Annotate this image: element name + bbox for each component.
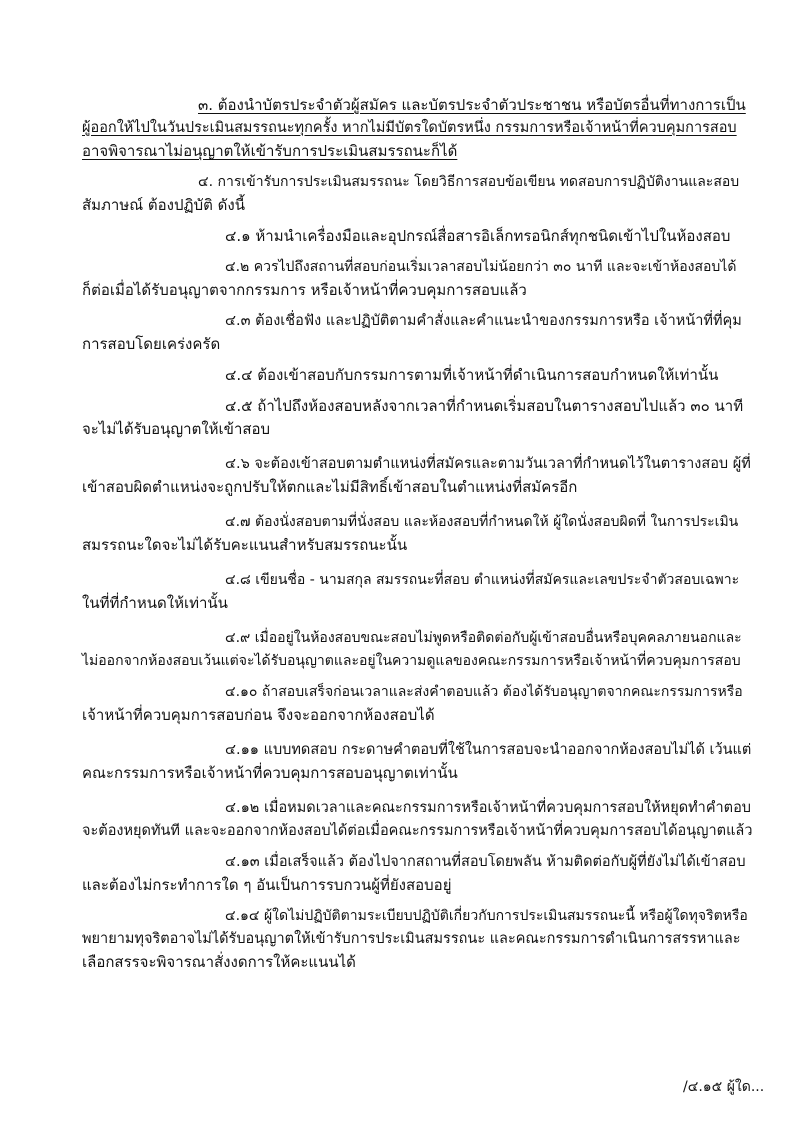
rule-3-line-3: อาจพิจารณาไม่อนุญาตให้เข้ารับการประเมินสมรรถนะก็ได้ (82, 142, 458, 160)
rule-4-5 (82, 395, 754, 441)
rule-4-2-line-1: ๔.๒ ควรไปถึงสถานที่สอบก่อนเริ่มเวลาสอบไม่น้อยกว่า ๓๐ นาที และจะเข้าห้องสอบได้ (225, 259, 737, 275)
rule-3-line-2: ผู้ออกให้ไปในวันประเมินสมรรถนะทุกครั้ง หากไม่มีบัตรใดบัตรหนึ่ง กรรมการหรือเจ้าหน้าที่ควบคุมการสอบ (82, 120, 737, 136)
rule-4-line-1: ๔. การเข้ารับการประเมินสมรรถนะ โดยวิธีการสอบข้อเขียน ทดสอบการปฏิบัติงานและสอบ (198, 174, 740, 190)
page-continuation-note: /๔.๑๕ ผู้ใด... (683, 1079, 765, 1095)
rule-4-5-line-1: ๔.๕ ถ้าไปถึงห้องสอบหลังจากเวลาที่กำหนดเริ่มสอบในตารางสอบไปแล้ว ๓๐ นาที (225, 397, 744, 415)
rule-3-line-1: ๓. ต้องนำบัตรประจำตัวผู้สมัคร และบัตรประจำตัวประชาชน หรือบัตรอื่นที่ทางการเป็น (198, 96, 746, 114)
rule-4-10-line-2: เจ้าหน้าที่ควบคุมการสอบก่อน จึงจะออกจากห้องสอบได้ (82, 706, 435, 724)
rule-4-11 (82, 739, 754, 785)
rule-4-7-line-1: ๔.๗ ต้องนั่งสอบตามที่นั่งสอบ และห้องสอบที่กำหนดให้ ผู้ใดนั่งสอบผิดที่ ในการประเมิน (225, 514, 739, 530)
rule-4-12-line-2: จะต้องหยุดทันที และจะออกจากห้องสอบได้ต่อเมื่อคณะกรรมการหรือเจ้าหน้าที่ควบคุมการสอบได้อนุญาตแล้ว (82, 823, 753, 839)
rule-4-2-line-2: ก็ต่อเมื่อได้รับอนุญาตจากกรรมการ หรือเจ้าหน้าที่ควบคุมการสอบแล้ว (82, 281, 527, 299)
rule-4-12-line-1: ๔.๑๒ เมื่อหมดเวลาและคณะกรรมการหรือเจ้าหน้าที่ควบคุมการสอบให้หยุดทำคำตอบ (225, 800, 751, 816)
rule-4-14-line-3: เลือกสรรจะพิจารณาสั่งงดการให้คะแนนได้ (82, 953, 356, 971)
rule-4-6-line-1: ๔.๖ จะต้องเข้าสอบตามตำแหน่งที่สมัครและตามวันเวลาที่กำหนดไว้ในตารางสอบ ผู้ที่ (225, 456, 751, 472)
rule-4-8-line-2: ในที่ที่กำหนดให้เท่านั้น (82, 594, 228, 612)
rule-4-8-line-1: ๔.๘ เขียนชื่อ - นามสกุล สมรรถนะที่สอบ ตำแหน่งที่สมัครและเลขประจำตัวสอบเฉพาะ (225, 572, 740, 588)
rule-4-8 (82, 569, 754, 615)
document-body (82, 94, 754, 974)
rule-4-10-line-1: ๔.๑๐ ถ้าสอบเสร็จก่อนเวลาและส่งคำตอบแล้ว ต้องได้รับอนุญาตจากคณะกรรมการหรือ (225, 684, 743, 700)
rule-4-9-line-1: ๔.๙ เมื่ออยู่ในห้องสอบขณะสอบไม่พูดหรือติดต่อกับผู้เข้าสอบอื่นหรือบุคคลภายนอกและ (225, 630, 742, 646)
rule-4-7 (82, 511, 754, 557)
rule-4-2 (82, 256, 754, 302)
rule-4-4-line-1: ๔.๔ ต้องเข้าสอบกับกรรมการตามที่เจ้าหน้าที่ดำเนินการสอบกำหนดให้เท่านั้น (225, 366, 719, 384)
rule-3 (82, 94, 754, 163)
rule-4-14 (82, 905, 754, 974)
rule-4-4 (82, 364, 754, 387)
rule-4-13-line-2: และต้องไม่กระทำการใด ๆ อันเป็นการรบกวนผู้ที่ยังสอบอยู่ (82, 876, 452, 894)
rule-4-7-line-2: สมรรถนะใดจะไม่ได้รับคะแนนสำหรับสมรรถนะนั้น (82, 536, 408, 554)
rule-4-10 (82, 681, 754, 727)
rule-4-1-line-1: ๔.๑ ห้ามนำเครื่องมือและอุปกรณ์สื่อสารอิเล็กทรอนิกส์ทุกชนิดเข้าไปในห้องสอบ (225, 227, 731, 245)
rule-4 (82, 171, 754, 217)
rule-4-line-2: สัมภาษณ์ ต้องปฏิบัติ ดังนี้ (82, 196, 245, 214)
rule-4-6 (82, 453, 754, 499)
rule-4-13 (82, 851, 754, 897)
rule-4-5-line-2: จะไม่ได้รับอนุญาตให้เข้าสอบ (82, 420, 271, 438)
rule-4-14-line-1: ๔.๑๔ ผู้ใดไม่ปฏิบัติตามระเบียบปฏิบัติเกี่ยวกับการประเมินสมรรถนะนี้ หรือผู้ใดทุจริตหรือ (225, 908, 748, 924)
rule-4-9 (82, 627, 754, 673)
rule-4-3-line-2: การสอบโดยเคร่งครัด (82, 335, 221, 353)
rule-4-6-line-2: เข้าสอบผิดตำแหน่งจะถูกปรับให้ตกและไม่มีสิทธิ์เข้าสอบในตำแหน่งที่สมัครอีก (82, 478, 578, 496)
rule-4-12 (82, 797, 754, 843)
rule-4-11-line-2: คณะกรรมการหรือเจ้าหน้าที่ควบคุมการสอบอนุญาตเท่านั้น (82, 764, 458, 782)
rule-4-11-line-1: ๔.๑๑ แบบทดสอบ กระดาษคำตอบที่ใช้ในการสอบจะนำออกจากห้องสอบไม่ได้ เว้นแต่ (225, 742, 752, 758)
rule-4-3 (82, 310, 754, 356)
rule-4-13-line-1: ๔.๑๓ เมื่อเสร็จแล้ว ต้องไปจากสถานที่สอบโดยพลัน ห้ามติดต่อกับผู้ที่ยังไม่ได้เข้าสอบ (225, 854, 746, 870)
rule-4-14-line-2: พยายามทุจริตอาจไม่ได้รับอนุญาตให้เข้ารับการประเมินสมรรถนะ และคณะกรรมการดำเนินการสรรหาและ (82, 931, 741, 947)
rule-4-3-line-1: ๔.๓ ต้องเชื่อฟัง และปฏิบัติตามคำสั่งและคำแนะนำของกรรมการหรือ เจ้าหน้าที่ที่คุม (225, 313, 742, 329)
rule-4-1 (82, 225, 754, 248)
rule-4-9-line-2: ไม่ออกจากห้องสอบเว้นแต่จะได้รับอนุญาตและอยู่ในความดูแลของคณะกรรมการหรือเจ้าหน้าที่ควบคุมการสอบ (82, 653, 741, 669)
